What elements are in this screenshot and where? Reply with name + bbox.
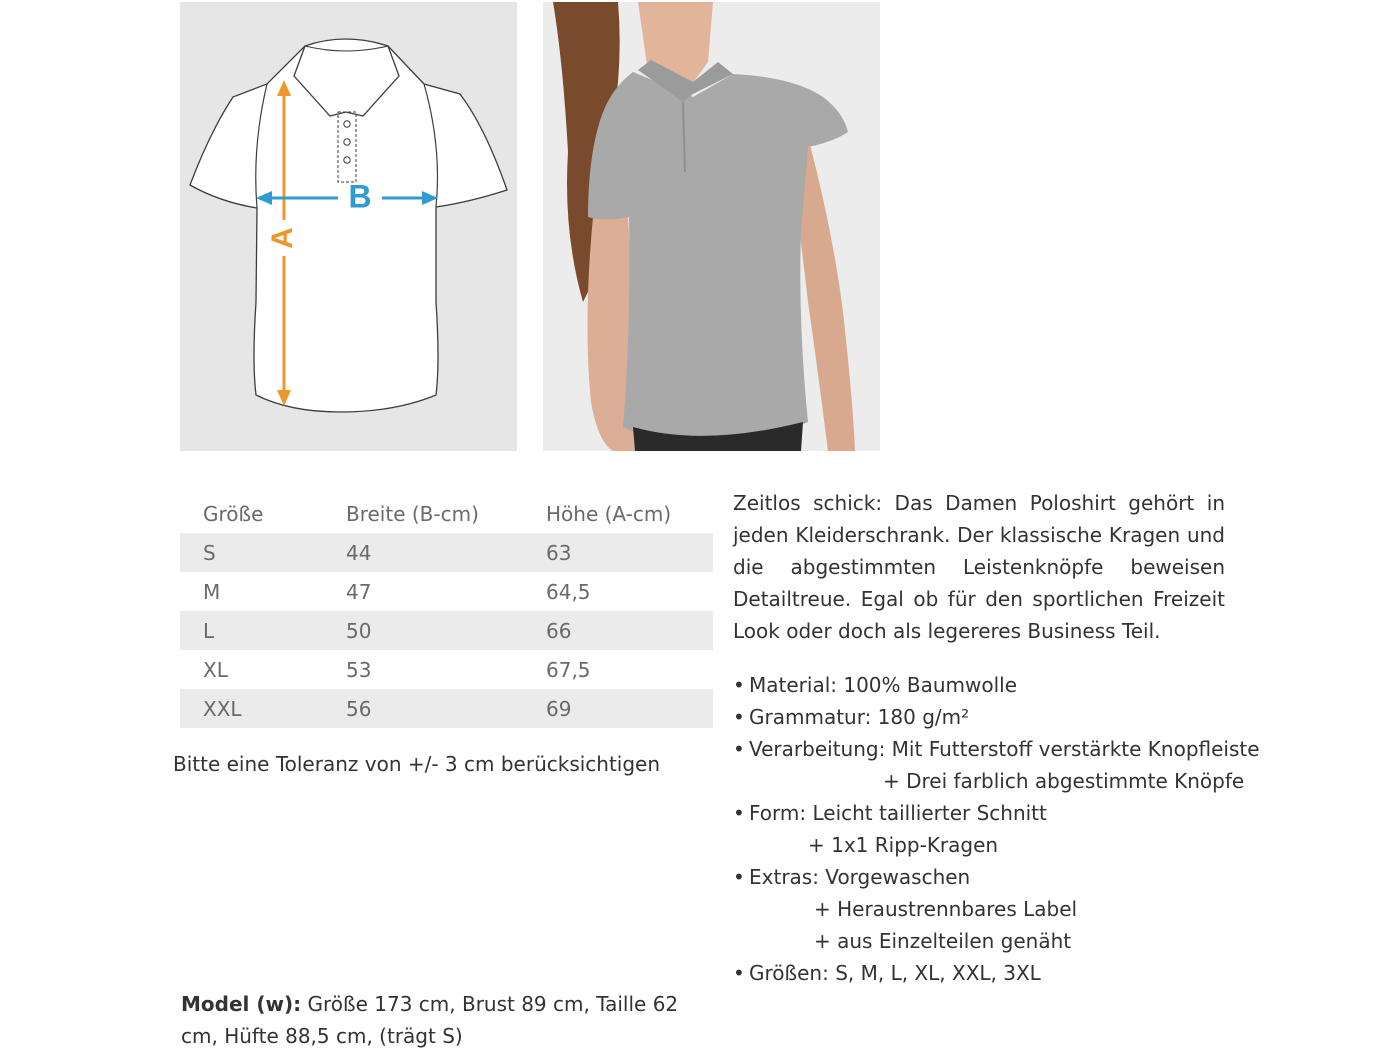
- feature-material: Material: 100% Baumwolle: [749, 673, 1018, 697]
- feature-groessen: Größen: S, M, L, XL, XXL, 3XL: [749, 961, 1041, 985]
- list-item: [733, 701, 1253, 733]
- cell-width: 47: [346, 579, 372, 604]
- cell-width: 44: [346, 540, 372, 565]
- table-row: [180, 611, 713, 650]
- cell-width: 53: [346, 657, 372, 682]
- model-label: Model (w):: [181, 992, 302, 1016]
- cell-height: 67,5: [546, 657, 591, 682]
- column-header-height: Höhe (A-cm): [546, 501, 672, 526]
- feature-form-sub: + 1x1 Ripp-Kragen: [808, 833, 999, 857]
- cell-size: S: [203, 540, 216, 565]
- bullet-icon: •: [733, 961, 745, 985]
- woman-in-polo-illustration-icon: [543, 2, 880, 451]
- cell-size: XXL: [203, 696, 242, 721]
- label-a: A: [265, 227, 299, 249]
- table-row: [180, 533, 713, 572]
- measurement-diagram: [180, 2, 517, 451]
- cell-height: 64,5: [546, 579, 591, 604]
- bullet-icon: •: [733, 673, 745, 697]
- cell-width: 56: [346, 696, 372, 721]
- cell-size: M: [203, 579, 221, 604]
- feature-list: [733, 669, 1260, 989]
- list-item: [733, 957, 1253, 989]
- table-row: [180, 650, 713, 689]
- table-header-row: [180, 494, 713, 533]
- bullet-icon: •: [733, 865, 745, 889]
- column-header-width: Breite (B-cm): [346, 501, 479, 526]
- bullet-icon: •: [733, 705, 745, 729]
- feature-grammatur: Grammatur: 180 g/m²: [749, 705, 970, 729]
- cell-height: 63: [546, 540, 572, 565]
- model-photo: [543, 2, 880, 451]
- cell-width: 50: [346, 618, 372, 643]
- label-b: B: [348, 178, 372, 215]
- model-info: [181, 988, 701, 1052]
- feature-extras: Extras: Vorgewaschen: [749, 865, 971, 889]
- cell-size: L: [203, 618, 215, 643]
- list-item: [733, 733, 1260, 797]
- polo-shirt-outline-icon: [180, 2, 517, 451]
- bullet-icon: •: [733, 801, 745, 825]
- product-description: Zeitlos schick: Das Damen Poloshirt gehört in jeden Kleiderschrank. Der klassische Kragen und die abgestimmten Leistenknöpfe beweisen Detailtreue. Egal ob für den sportlichen Freizeit Look oder doch als legereres Business Teil.: [733, 491, 1225, 643]
- column-header-size: Größe: [203, 501, 264, 526]
- list-item: [733, 861, 1253, 957]
- model-measurements: Größe 173 cm, Brust 89 cm, Taille 62 cm, Hüfte 88,5 cm, (trägt S): [181, 992, 679, 1048]
- cell-height: 66: [546, 618, 572, 643]
- list-item: [733, 669, 1253, 701]
- table-row: [180, 572, 713, 611]
- bullet-icon: •: [733, 737, 745, 761]
- feature-verarbeitung: Verarbeitung: Mit Futterstoff verstärkte Knopfleiste: [749, 737, 1260, 761]
- feature-form: Form: Leicht taillierter Schnitt: [749, 801, 1047, 825]
- feature-verarbeitung-sub: + Drei farblich abgestimmte Knöpfe: [883, 769, 1245, 793]
- table-row: [180, 689, 713, 728]
- list-item: [733, 797, 1253, 861]
- feature-extras-sub1: + Heraustrennbares Label: [814, 897, 1078, 921]
- size-table: [180, 494, 713, 728]
- cell-size: XL: [203, 657, 228, 682]
- feature-extras-sub2: + aus Einzelteilen genäht: [814, 929, 1072, 953]
- cell-height: 69: [546, 696, 572, 721]
- tolerance-note: Bitte eine Toleranz von +/- 3 cm berücksichtigen: [173, 752, 661, 776]
